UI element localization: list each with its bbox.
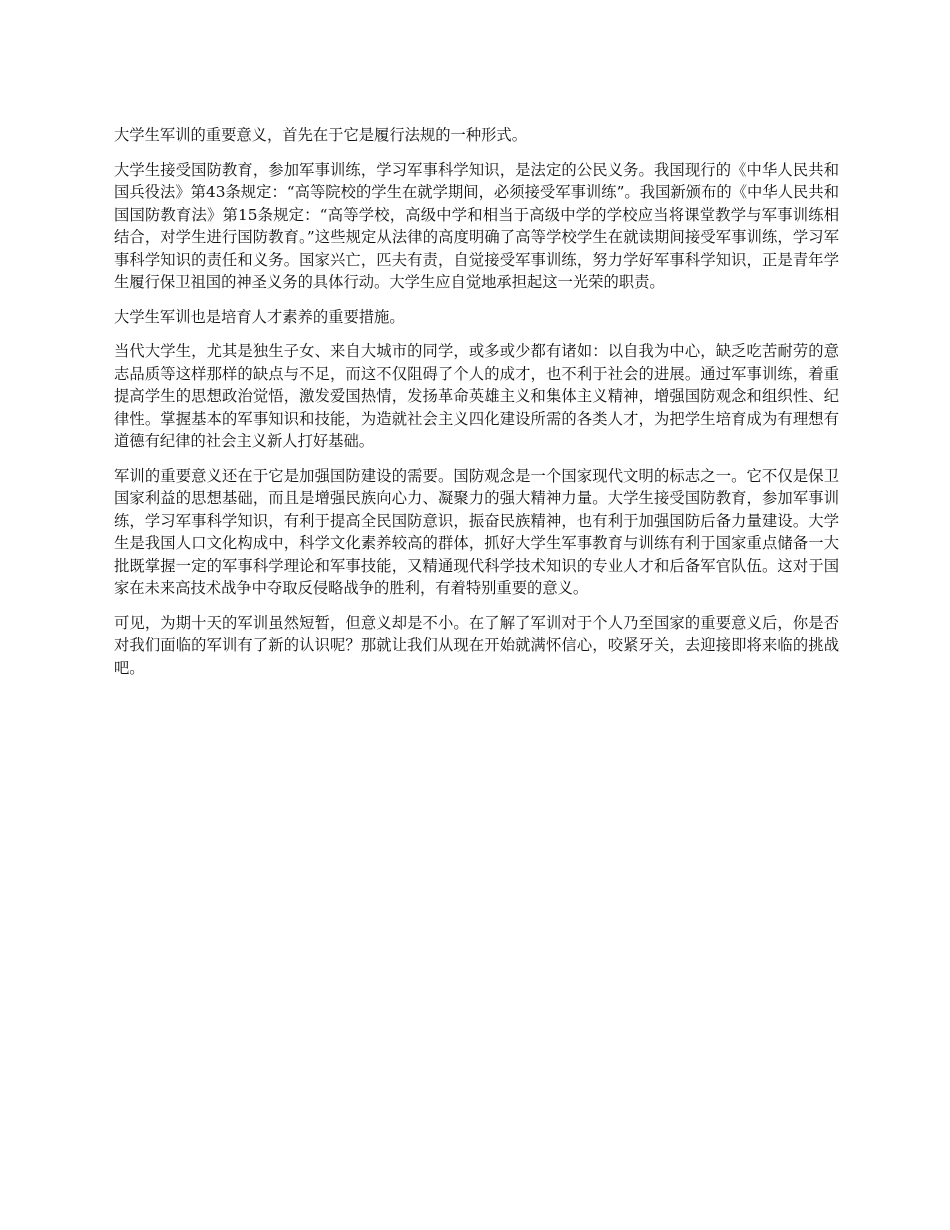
paragraph-national-defense: 军训的重要意义还在于它是加强国防建设的需要。国防观念是一个国家现代文明的标志之一。它不仅是保卫国家利益的思想基础，而且是增强民族向心力、凝聚力的强大精神力量。大学生接受国防教育，参加军事训练，学习军事科学知识，有利于提高全民国防意识，振奋民族精神，也有利于加强国防后备力量建设。大学生是我国人口文化构成中，科学文化素养较高的群体，抓好大学生军事教育与训练有利于国家重点储备一大批既掌握一定的军事科学理论和军事技能，又精通现代科学技术知识的专业人才和后备军官队伍。这对于国家在未来高技术战争中夺取反侵略战争的胜利，有着特别重要的意义。 — [114, 466, 839, 597]
paragraph-intro: 大学生军训的重要意义，首先在于它是履行法规的一种形式。 — [114, 126, 528, 144]
paragraph-legal-duty: 大学生接受国防教育，参加军事训练，学习军事科学知识，是法定的公民义务。我国现行的《中华人民共和国兵役法》第43条规定：“高等院校的学生在就学期间，必须接受军事训练”。我国新颁布的《中华人民共和国国防教育法》第15条规定：“高等学校，高级中学和相当于高级中学的学校应当将课堂教学与军事训练相结合，对学生进行国防教育。”这些规定从法律的高度明确了高等学校学生在就读期间接受军事训练，学习军事科学知识的责任和义务。国家兴亡，匹夫有责，自觉接受军事训练，努力学好军事科学知识，正是青年学生履行保卫祖国的神圣义务的具体行动。大学生应自觉地承担起这一光荣的职责。 — [114, 160, 839, 291]
document-body — [114, 124, 839, 691]
paragraph-talent-cultivation: 当代大学生，尤其是独生子女、来自大城市的同学，或多或少都有诸如：以自我为中心，缺乏吃苦耐劳的意志品质等这样那样的缺点与不足，而这不仅阻碍了个人的成才，也不利于社会的进展。通过军事训练，着重提高学生的思想政治觉悟，激发爱国热情，发扬革命英雄主义和集体主义精神，增强国防观念和组织性、纪律性。掌握基本的军事知识和技能，为造就社会主义四化建设所需的各类人才，为把学生培育成为有理想有道德有纪律的社会主义新人打好基础。 — [114, 342, 839, 450]
paragraph-talent-heading: 大学生军训也是培育人才素养的重要措施。 — [114, 307, 405, 326]
paragraph-conclusion: 可见，为期十天的军训虽然短暂，但意义却是不小。在了解了军训对于个人乃至国家的重要意义后，你是否对我们面临的军训有了新的认识呢？那就让我们从现在开始就满怀信心，咬紧牙关，去迎接即将来临的挑战吧。 — [114, 613, 839, 677]
